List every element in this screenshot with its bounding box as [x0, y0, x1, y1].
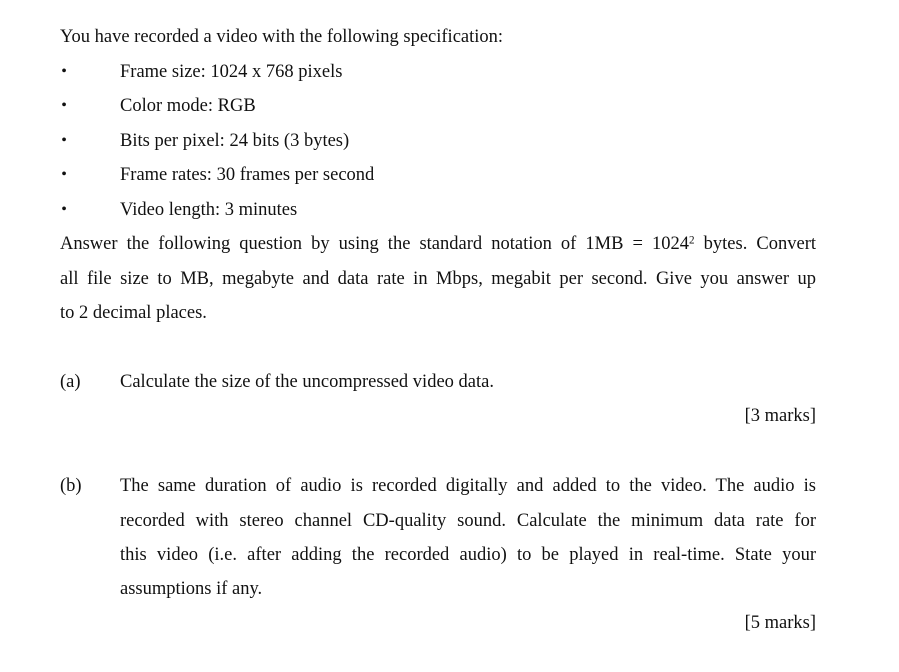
question-label: (b): [60, 476, 82, 496]
marks-label: [5 marks]: [744, 613, 816, 633]
question-text: this video (i.e. after adding the recorded audio) to be played in real-time. State your: [120, 545, 816, 565]
instructions-line-3: to 2 decimal places.: [60, 303, 207, 323]
question-text: assumptions if any.: [120, 579, 263, 599]
bullet-icon: •: [61, 97, 67, 114]
bullet-icon: •: [61, 63, 67, 80]
spec-item-text: Frame size: 1024 x 768 pixels: [120, 62, 343, 82]
spec-item-text: Video length: 3 minutes: [120, 200, 298, 220]
exponent: 2: [689, 234, 695, 247]
instructions-line-1-tail: bytes. Convert: [694, 234, 816, 254]
question-text: The same duration of audio is recorded digitally and added to the video. The audio is: [120, 476, 816, 496]
spec-item-text: Frame rates: 30 frames per second: [120, 165, 375, 185]
spec-item-text: Bits per pixel: 24 bits (3 bytes): [120, 131, 350, 151]
instructions-line-1-main: Answer the following question by using the standard notation of 1MB = 1024: [60, 234, 690, 254]
intro-text: You have recorded a video with the following specification:: [60, 27, 504, 47]
instructions-line-1: [60, 232, 816, 256]
bullet-icon: •: [61, 166, 67, 183]
spec-item-text: Color mode: RGB: [120, 96, 256, 116]
question-label: (a): [60, 372, 81, 392]
instructions-line-2: all file size to MB, megabyte and data rate in Mbps, megabit per second. Give you answer up: [60, 269, 816, 289]
marks-label: [3 marks]: [744, 406, 816, 426]
bullet-icon: •: [61, 201, 67, 218]
bullet-icon: •: [61, 132, 67, 149]
question-text: Calculate the size of the uncompressed video data.: [120, 372, 494, 392]
question-text: recorded with stereo channel CD-quality sound. Calculate the minimum data rate for: [120, 511, 816, 531]
